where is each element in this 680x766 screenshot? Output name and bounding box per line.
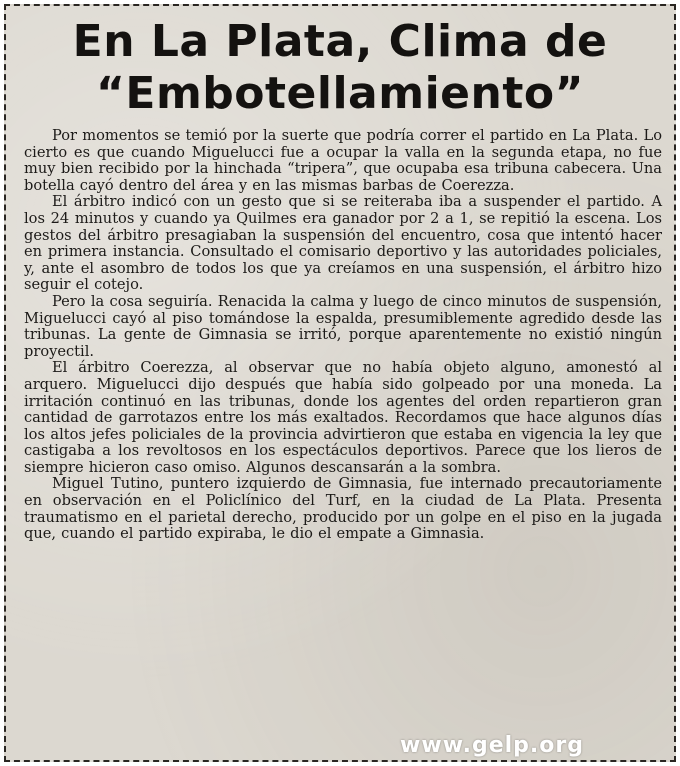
newspaper-clipping xyxy=(4,4,676,762)
paragraph-4: El árbitro Coerezza, al observar que no había objeto alguno, amonestó al arquero. Miguelucci dijo después que había sido golpeado por una moneda. La irritación continuó en las tribunas, donde los agentes del orden repartieron gran cantidad de garrotazos entre los más exaltados. Recordamos que hace algunos días los altos jefes policiales de la provincia advirtieron que estaba en vigencia la ley que castigaba a los revoltosos en los espectáculos deportivos. Parece que los lieros de siempre hicieron caso omiso. Algunos descansarán a la sombra. xyxy=(24,359,662,476)
article-body xyxy=(24,128,662,543)
paragraph-1: Por momentos se temió por la suerte que podría correr el partido en La Plata. Lo cierto es que cuando Miguelucci fue a ocupar la valla en la segunda etapa, no fue muy bien recibido por la hinchada “tripera”, que ocupaba esa tribuna cabecera. Una botella cayó dentro del área y en las mismas barbas de Coerezza. xyxy=(24,127,662,194)
headline-line-2: “Embotellamiento” xyxy=(95,68,585,119)
paragraph-3: Pero la cosa seguiría. Renacida la calma y luego de cinco minutos de suspensión, Miguelucci cayó al piso tomándose la espalda, presumiblemente agredido desde las tribunas. La gente de Gimnasia se irritó, porque aparentemente no existió ningún proyectil. xyxy=(24,292,662,360)
paragraph-2: El árbitro indicó con un gesto que si se reiteraba iba a suspender el partido. A los 24 minutos y cuando ya Quilmes era ganador por 2 a 1, se repitió la escena. Los gestos del árbitro presagiaban la suspensión del encuentro, cosa que intentó hacer en primera instancia. Consultado el comisario deportivo y las autoridades policiales, y, ante el asombro de todos los que ya creíamos en una suspensión, el árbitro hizo seguir el cotejo. xyxy=(24,193,662,294)
watermark: www.gelp.org xyxy=(400,733,584,758)
paragraph-5: Miguel Tutino, puntero izquierdo de Gimnasia, fue internado precautoriamente en observación en el Policlínico del Turf, en la ciudad de La Plata. Presenta traumatismo en el parietal derecho, producido por un golpe en el piso en la jugada que, cuando el partido expiraba, le dio el empate a Gimnasia. xyxy=(24,475,662,543)
headline xyxy=(6,16,674,120)
headline-line-1: En La Plata, Clima de xyxy=(72,16,608,67)
